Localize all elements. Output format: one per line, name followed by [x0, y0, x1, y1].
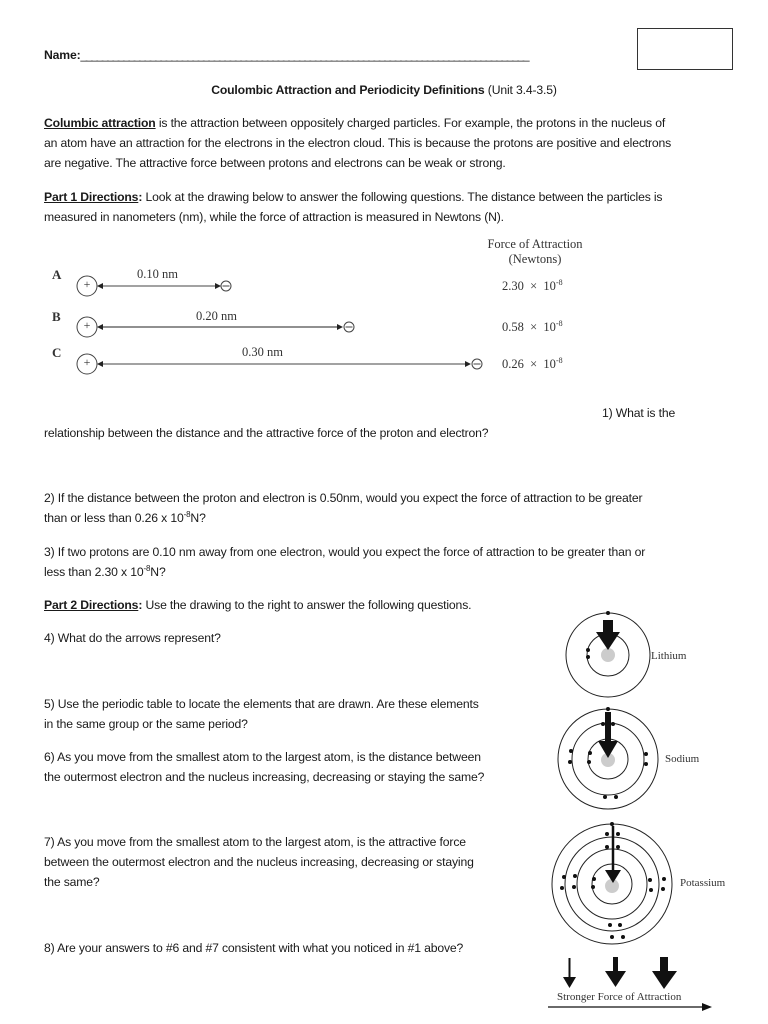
atom-label-potassium: Potassium: [680, 877, 726, 889]
part2-text: Use the drawing to the right to answer the following questions.: [142, 598, 472, 612]
question-2-unit: N?: [190, 511, 206, 525]
title-unit: (Unit 3.4-3.5): [484, 83, 557, 97]
intro-line-1: is the attraction between oppositely charged particles. For example, the protons in the nucleus of: [155, 116, 666, 130]
row-label-c: C: [52, 345, 62, 360]
sodium-atom-icon: [558, 707, 658, 809]
proton-icon-c: +: [83, 355, 91, 369]
proton-icon-a: +: [83, 277, 91, 291]
legend-label: Stronger Force of Attraction: [557, 991, 682, 1003]
part1-line-1: Look at the drawing below to answer the following questions. The distance between the particles is: [142, 190, 663, 204]
stronger-force-axis-arrow: [548, 1003, 712, 1011]
potassium-atom-icon: [552, 822, 672, 944]
intro-line-2: an atom have an attraction for the electrons in the electron cloud. This is because the protons are positive and electrons: [44, 136, 672, 150]
force-header-line-2: (Newtons): [508, 252, 562, 266]
question-2-line-2: than or less than 0.26 x 10: [44, 511, 184, 525]
atom-label-lithium: Lithium: [651, 650, 687, 662]
question-1-rest: relationship between the distance and the attractive force of the proton and electron?: [44, 426, 489, 440]
force-c-mantissa: 0.26 × 10: [502, 357, 556, 371]
question-7-line-3: the same?: [44, 875, 100, 889]
force-header-line-1: Force of Attraction: [487, 237, 583, 251]
distance-label-a: 0.10 nm: [137, 267, 178, 281]
question-4: 4) What do the arrows represent?: [44, 631, 221, 645]
lithium-atom-icon: [566, 611, 650, 697]
question-8: 8) Are your answers to #6 and #7 consistent with what you noticed in #1 above?: [44, 941, 464, 955]
question-7-line-2: between the outermost electron and the nucleus increasing, decreasing or staying: [44, 855, 474, 869]
question-3-unit: N?: [150, 565, 166, 579]
part2-label: Part 2 Directions: [44, 598, 139, 612]
force-b-exponent: -8: [555, 318, 563, 328]
atom-label-sodium: Sodium: [665, 753, 700, 765]
question-2-line-1: 2) If the distance between the proton and electron is 0.50nm, would you expect the force of attraction to be greater: [44, 491, 643, 505]
row-label-a: A: [52, 267, 62, 282]
part1-line-2: measured in nanometers (nm), while the force of attraction is measured in Newtons (N).: [44, 210, 504, 224]
question-5-line-1: 5) Use the periodic table to locate the elements that are drawn. Are these elements: [44, 697, 479, 711]
name-label: Name:: [44, 48, 81, 62]
part1-label: Part 1 Directions: [44, 190, 139, 204]
force-a-exponent: -8: [555, 277, 563, 287]
question-5-line-2: in the same group or the same period?: [44, 717, 248, 731]
force-a-mantissa: 2.30 × 10: [502, 279, 556, 293]
proton-icon-b: +: [83, 318, 91, 332]
distance-label-c: 0.30 nm: [242, 345, 283, 359]
force-c-exponent: -8: [555, 355, 563, 365]
title-main: Coulombic Attraction and Periodicity Definitions: [211, 83, 485, 97]
intro-line-3: are negative. The attractive force between protons and electrons can be weak or strong.: [44, 156, 506, 170]
force-legend-arrows: [563, 957, 677, 989]
row-label-b: B: [52, 309, 61, 324]
question-6-line-1: 6) As you move from the smallest atom to the largest atom, is the distance between: [44, 750, 481, 764]
question-2-exponent: -8: [183, 509, 191, 519]
part1-colon: :: [138, 190, 143, 204]
part2-colon: :: [138, 598, 143, 612]
question-3-line-1: 3) If two protons are 0.10 nm away from one electron, would you expect the force of attraction to be greater than or: [44, 545, 646, 559]
force-b-mantissa: 0.58 × 10: [502, 320, 556, 334]
question-1-start: 1) What is the: [602, 406, 676, 420]
term-columbic-attraction: Columbic attraction: [44, 116, 156, 130]
distance-label-b: 0.20 nm: [196, 309, 237, 323]
question-3-exponent: -8: [143, 563, 151, 573]
question-3-line-2: less than 2.30 x 10: [44, 565, 144, 579]
question-6-line-2: the outermost electron and the nucleus increasing, decreasing or staying the same?: [44, 770, 485, 784]
question-7-line-1: 7) As you move from the smallest atom to the largest atom, is the attractive force: [44, 835, 466, 849]
name-line: ____________________________________________________________________________________: [80, 48, 529, 62]
